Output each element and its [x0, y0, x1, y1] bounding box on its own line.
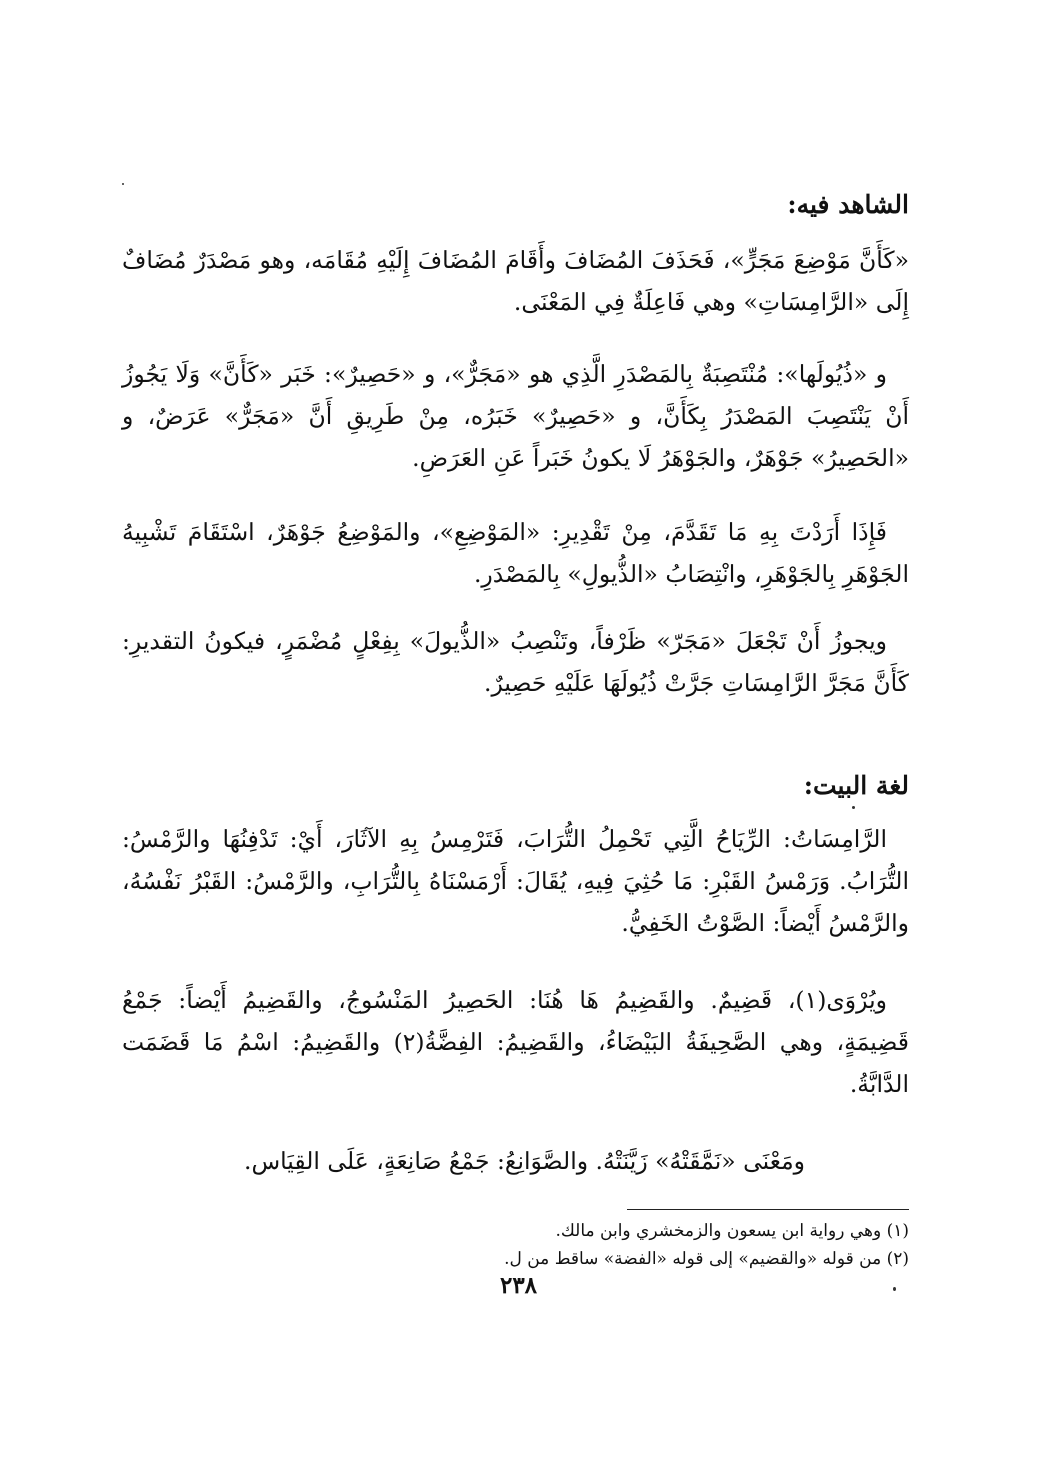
paragraph: «كَأَنَّ مَوْضِعَ مَجَرٍّ»، فَحَذَفَ المُضَافَ وأَقَامَ المُضَافَ إِلَيْهِ مُقَامَه، وهو مَصْدَرٌ مُضَافٌ إِلَى «الرَّامِسَاتِ» وهي فَاعِلَةٌ فِي المَعْنَى. [122, 246, 909, 316]
paragraph: و «ذُيُولَها»: مُنْتَصِبَةٌ بِالمَصْدَرِ الَّذِي هو «مَجَرٌّ»، و «حَصِيرٌ»: خَبَر «كَأَنَّ» وَلَا يَجُوزُ أَنْ يَنْتَصِبَ المَصْدَرُ بِكَأَنَّ، و «حَصِيرٌ» خَبَرُه، مِنْ طَرِيقِ أَنَّ «مَجَرٌّ» عَرَضٌ، و «الحَصِيرُ» جَوْهَرٌ، والجَوْهَرُ لَا يكونُ خَبَراً عَنِ العَرَضِ. [122, 360, 909, 472]
footnote: (١) وهي رواية ابن يسعون والزمخشري وابن مالك. [555, 1221, 909, 1241]
section-heading-lugha: لغة البيت: [803, 771, 909, 800]
paragraph: ويُرْوَى(١)، قَضِيمٌ. والقَضِيمُ هَا هُنَا: الحَصِيرُ المَنْسُوجُ، والقَضِيمُ أَيْضاً: جَمْعُ قَضِيمَةٍ، وهي الصَّحِيفَةُ البَيْضَاءُ، والقَضِيمُ: الفِضَّةُ(٢) والقَضِيمُ: اسْمُ مَا قَضَمَت الدَّابَّةُ. [122, 986, 909, 1098]
footnote-divider [627, 1209, 909, 1210]
paragraph: ومَعْنَى «نَمَّقَتْهُ» زَيَّنَتْهُ. والصَّوَانِعُ: جَمْعُ صَانِعَةٍ، عَلَى القِيَاس. [243, 1147, 806, 1175]
footnote: (٢) من قوله «والقضيم» إلى قوله «الفضة» ساقط من ل. [504, 1249, 909, 1269]
page-number: ٢٣٨ [499, 1272, 538, 1299]
paragraph: ويجوزُ أَنْ تَجْعَلَ «مَجَرّ» ظَرْفاً، وتَنْصِبُ «الذُّيولَ» بِفِعْلٍ مُضْمَرٍ، فيكونُ التقديرِ: كَأَنَّ مَجَرَّ الرَّامِسَاتِ جَرَّتْ ذُيُولَهَا عَلَيْهِ حَصِيرٌ. [122, 627, 909, 697]
scan-speck [852, 806, 855, 809]
paragraph: الرَّامِسَاتُ: الرِّيَاحُ الَّتِي تَحْمِلُ التُّرَابَ، فَتَرْمِسُ بِهِ الآثَارَ، أَيْ: تَدْفِنُهَا والرَّمْسُ: التُّرَابُ. وَرَمْسُ القَبْرِ: مَا حُثِيَ فِيهِ، يُقَالَ: أَرْمَسْنَاهُ بِالتُّرَابِ، والرَّمْسُ: القَبْرُ نَفْسُهُ، والرَّمْسُ أَيْضاً: الصَّوْتُ الخَفِيُّ. [122, 825, 909, 937]
section-heading-shahid: الشاهد فيه: [787, 190, 909, 219]
scan-speck [122, 183, 124, 185]
paragraph: فَإِذَا أَرَدْتَ بِهِ مَا تَقَدَّمَ، مِنْ تَقْدِيرِ: «المَوْضِعِ»، والمَوْضِعُ جَوْهَرٌ، اسْتَقَامَ تَشْبِيهُ الجَوْهَرِ بِالجَوْهَرِ، وانْتِصَابُ «الذُّيولِ» بِالمَصْدَرِ. [122, 518, 909, 588]
